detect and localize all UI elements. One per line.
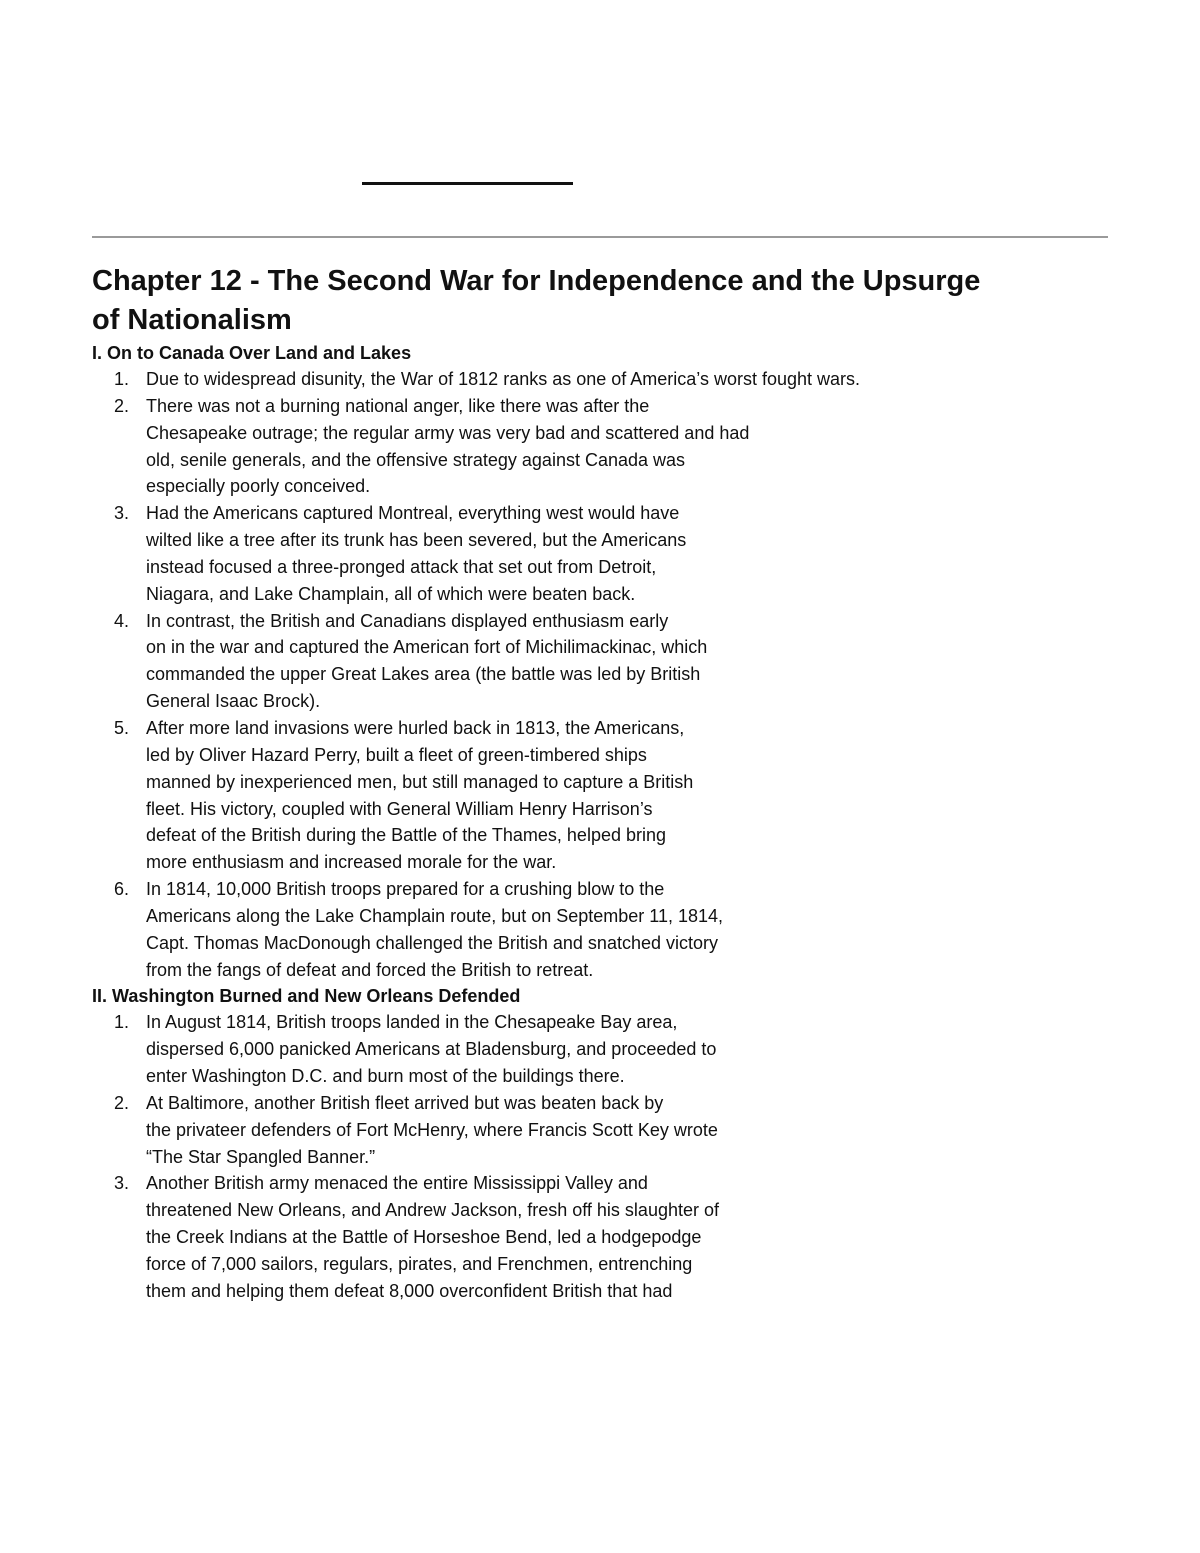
list-item-line: Chesapeake outrage; the regular army was very bad and scattered and had <box>146 422 750 443</box>
list-item-number: 1. <box>114 369 130 389</box>
list-item <box>92 500 1108 607</box>
list-item-line: After more land invasions were hurled back in 1813, the Americans, <box>146 717 685 738</box>
list-item-line: In 1814, 10,000 British troops prepared for a crushing blow to the <box>146 879 665 900</box>
list-item-line: threatened New Orleans, and Andrew Jackson, fresh off his slaughter of <box>146 1200 719 1221</box>
chapter-title-line-2: of Nationalism <box>92 304 292 336</box>
list-item-number: 3. <box>114 1173 130 1194</box>
list-item-line: the privateer defenders of Fort McHenry, where Francis Scott Key wrote <box>146 1119 718 1140</box>
list-item-line: led by Oliver Hazard Perry, built a fleet of green-timbered ships <box>146 744 647 765</box>
list-item-line: wilted like a tree after its trunk has been severed, but the Americans <box>146 530 687 551</box>
list-item-line: commanded the upper Great Lakes area (the battle was led by British <box>146 664 701 685</box>
list-item-line: Capt. Thomas MacDonough challenged the British and snatched victory <box>146 932 718 953</box>
list-item <box>92 366 1108 393</box>
document-body <box>92 262 1108 1305</box>
list-item-line: them and helping them defeat 8,000 overconfident British that had <box>146 1280 673 1301</box>
section-list-canada <box>92 366 1108 983</box>
list-item-line: “The Star Spangled Banner.” <box>146 1146 376 1167</box>
list-item <box>92 715 1108 876</box>
list-item-line: from the fangs of defeat and forced the British to retreat. <box>146 959 594 980</box>
list-item-line: Americans along the Lake Champlain route, but on September 11, 1814, <box>146 905 724 926</box>
list-item-line: especially poorly conceived. <box>146 476 371 497</box>
list-item-number: 1. <box>114 1012 130 1033</box>
list-item <box>92 1009 1108 1090</box>
list-item-line: instead focused a three-pronged attack that set out from Detroit, <box>146 556 657 577</box>
list-item-number: 2. <box>114 1092 130 1113</box>
list-item <box>92 876 1108 983</box>
list-item-line: Another British army menaced the entire Mississippi Valley and <box>146 1173 648 1194</box>
chapter-title-line-1: Chapter 12 - The Second War for Independence and the Upsurge <box>92 265 981 297</box>
list-item-number: 4. <box>114 610 130 631</box>
section-list-washington <box>92 1009 1108 1304</box>
list-item-line: dispersed 6,000 panicked Americans at Bladensburg, and proceeded to <box>146 1039 717 1060</box>
list-item <box>92 1090 1108 1171</box>
list-item-line: At Baltimore, another British fleet arrived but was beaten back by <box>146 1092 664 1113</box>
list-item-number: 3. <box>114 503 130 524</box>
list-item-line: In August 1814, British troops landed in the Chesapeake Bay area, <box>146 1012 678 1033</box>
list-item-line: the Creek Indians at the Battle of Horseshoe Bend, led a hodgepodge <box>146 1227 702 1248</box>
list-item-number: 6. <box>114 879 130 900</box>
list-item-line: more enthusiasm and increased morale for the war. <box>146 852 557 873</box>
list-item-line: fleet. His victory, coupled with General William Henry Harrison’s <box>146 798 653 819</box>
list-item-line: defeat of the British during the Battle of the Thames, helped bring <box>146 825 666 846</box>
list-item-number: 5. <box>114 717 130 738</box>
list-item-number: 2. <box>114 395 130 416</box>
list-item <box>92 1170 1108 1304</box>
list-item-line: General Isaac Brock). <box>146 691 321 712</box>
chapter-title <box>92 262 1108 340</box>
list-item-line: Due to widespread disunity, the War of 1812 ranks as one of America’s worst fought wars. <box>146 369 861 389</box>
list-item-line: There was not a burning national anger, like there was after the <box>146 395 650 416</box>
list-item-line: Had the Americans captured Montreal, everything west would have <box>146 503 680 524</box>
list-item-line: force of 7,000 sailors, regulars, pirates, and Frenchmen, entrenching <box>146 1254 693 1274</box>
list-item <box>92 608 1108 715</box>
list-item-line: enter Washington D.C. and burn most of the buildings there. <box>146 1066 625 1087</box>
list-item-line: old, senile generals, and the offensive strategy against Canada was <box>146 449 686 470</box>
header-divider <box>92 236 1108 238</box>
list-item-line: on in the war and captured the American fort of Michilimackinac, which <box>146 637 708 658</box>
list-item <box>92 393 1108 500</box>
list-item-line: In contrast, the British and Canadians displayed enthusiasm early <box>146 610 669 631</box>
name-blank-underline <box>362 182 573 185</box>
list-item-line: manned by inexperienced men, but still managed to capture a British <box>146 771 694 792</box>
list-item-line: Niagara, and Lake Champlain, all of which were beaten back. <box>146 583 636 604</box>
section-heading-canada: I. On to Canada Over Land and Lakes <box>92 343 412 363</box>
section-heading-washington: II. Washington Burned and New Orleans Defended <box>92 986 521 1007</box>
